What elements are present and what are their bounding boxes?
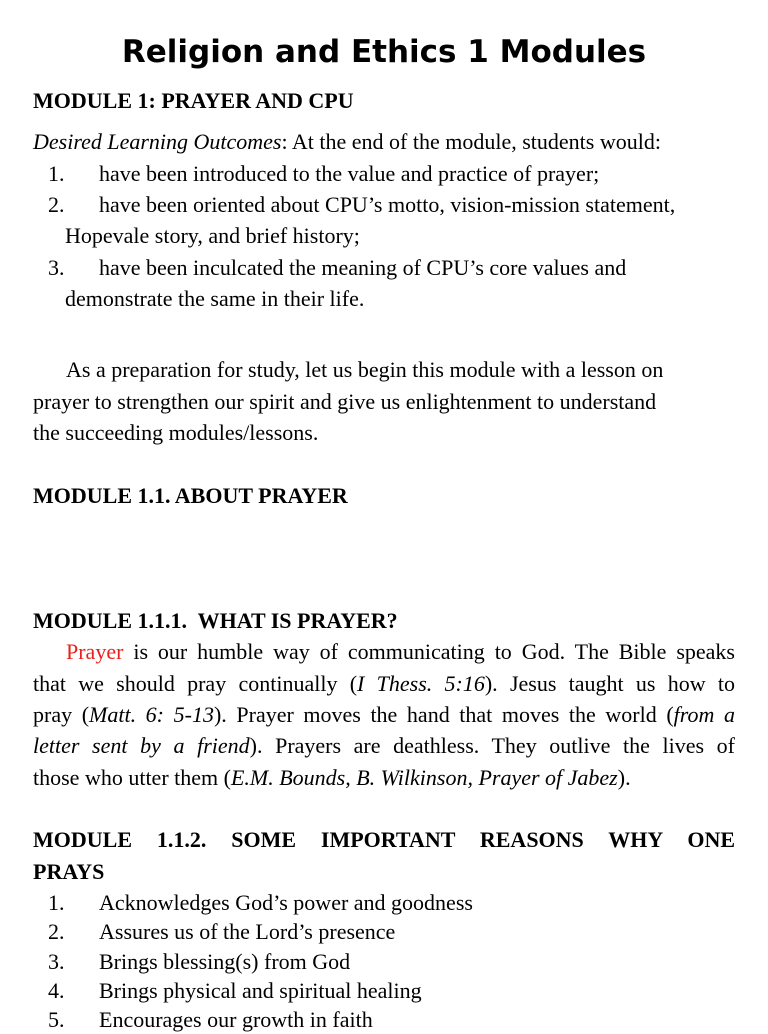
prayer-keyword: Prayer (66, 639, 124, 664)
what-is-prayer-line2 (33, 670, 735, 698)
line3-text-b: ). Prayer moves the hand that moves the world ( (213, 702, 674, 727)
line3-text-a: pray ( (33, 702, 90, 727)
citation-bounds: E.M. Bounds, B. Wilkinson, Prayer of Jabez (230, 765, 618, 790)
module1-1-heading: MODULE 1.1. ABOUT PRAYER (33, 483, 348, 508)
outcome-3-text-line2: demonstrate the same in their life. (65, 286, 365, 311)
line4-text-b: ). Prayers are deathless. They outlive the lives of (249, 733, 735, 758)
what-is-prayer-line5 (33, 764, 631, 792)
what-is-prayer-line4 (33, 732, 735, 760)
what-is-prayer-line3 (33, 701, 735, 729)
reason-5-number: 5. (48, 1007, 65, 1032)
prep-paragraph-line3: the succeeding modules/lessons. (33, 420, 319, 445)
module1-1-2-heading-line1: MODULE 1.1.2. SOME IMPORTANT REASONS WHY ONE (33, 827, 735, 852)
what-is-prayer-line1-text: is our humble way of communicating to God. The Bible speaks (123, 639, 735, 664)
line5-text-a: those who utter them ( (33, 765, 231, 790)
reason-1-text: Acknowledges God’s power and goodness (99, 890, 473, 915)
reason-3-text: Brings blessing(s) from God (99, 949, 351, 974)
reason-5-text: Encourages our growth in faith (99, 1007, 373, 1032)
line5-text-b: ). (617, 765, 631, 790)
outcome-1-text: have been introduced to the value and practice of prayer; (99, 161, 600, 186)
outcome-2-text-line2: Hopevale story, and brief history; (65, 223, 360, 248)
line2-text-b: ). Jesus taught us how to (484, 671, 736, 696)
learning-outcomes-intro-text: : At the end of the module, students would: (281, 129, 661, 154)
document-title: Religion and Ethics 1 Modules (121, 34, 647, 70)
what-is-prayer-line1 (66, 638, 735, 666)
scripture-ref-matt: Matt. 6: 5-13 (89, 702, 214, 727)
module1-1-1-heading: MODULE 1.1.1. WHAT IS PRAYER? (33, 608, 398, 633)
reason-3-number: 3. (48, 949, 65, 974)
prep-paragraph-line2: prayer to strengthen our spirit and give us enlightenment to understand (33, 389, 657, 414)
learning-outcomes-intro (33, 128, 661, 156)
reason-4-number: 4. (48, 978, 65, 1003)
prep-paragraph-line1: As a preparation for study, let us begin this module with a lesson on (66, 357, 664, 382)
line4-italic: letter sent by a friend (33, 733, 250, 758)
reason-4-text: Brings physical and spiritual healing (99, 978, 422, 1003)
outcome-3-text-line1: have been inculcated the meaning of CPU’s core values and (99, 255, 627, 280)
reason-1-number: 1. (48, 890, 65, 915)
reason-2-text: Assures us of the Lord’s presence (99, 919, 396, 944)
scripture-ref-thess: I Thess. 5:16 (357, 671, 485, 696)
outcome-1-number: 1. (48, 161, 65, 186)
module1-1-2-heading-line2: PRAYS (33, 859, 105, 884)
learning-outcomes-label: Desired Learning Outcomes (33, 129, 282, 154)
module1-heading: MODULE 1: PRAYER AND CPU (33, 88, 354, 113)
outcome-2-number: 2. (48, 192, 65, 217)
line3-italic: from a (673, 702, 736, 727)
line2-text-a: that we should pray continually ( (33, 671, 358, 696)
outcome-2-text-line1: have been oriented about CPU’s motto, vision-mission statement, (99, 192, 676, 217)
reason-2-number: 2. (48, 919, 65, 944)
outcome-3-number: 3. (48, 255, 65, 280)
